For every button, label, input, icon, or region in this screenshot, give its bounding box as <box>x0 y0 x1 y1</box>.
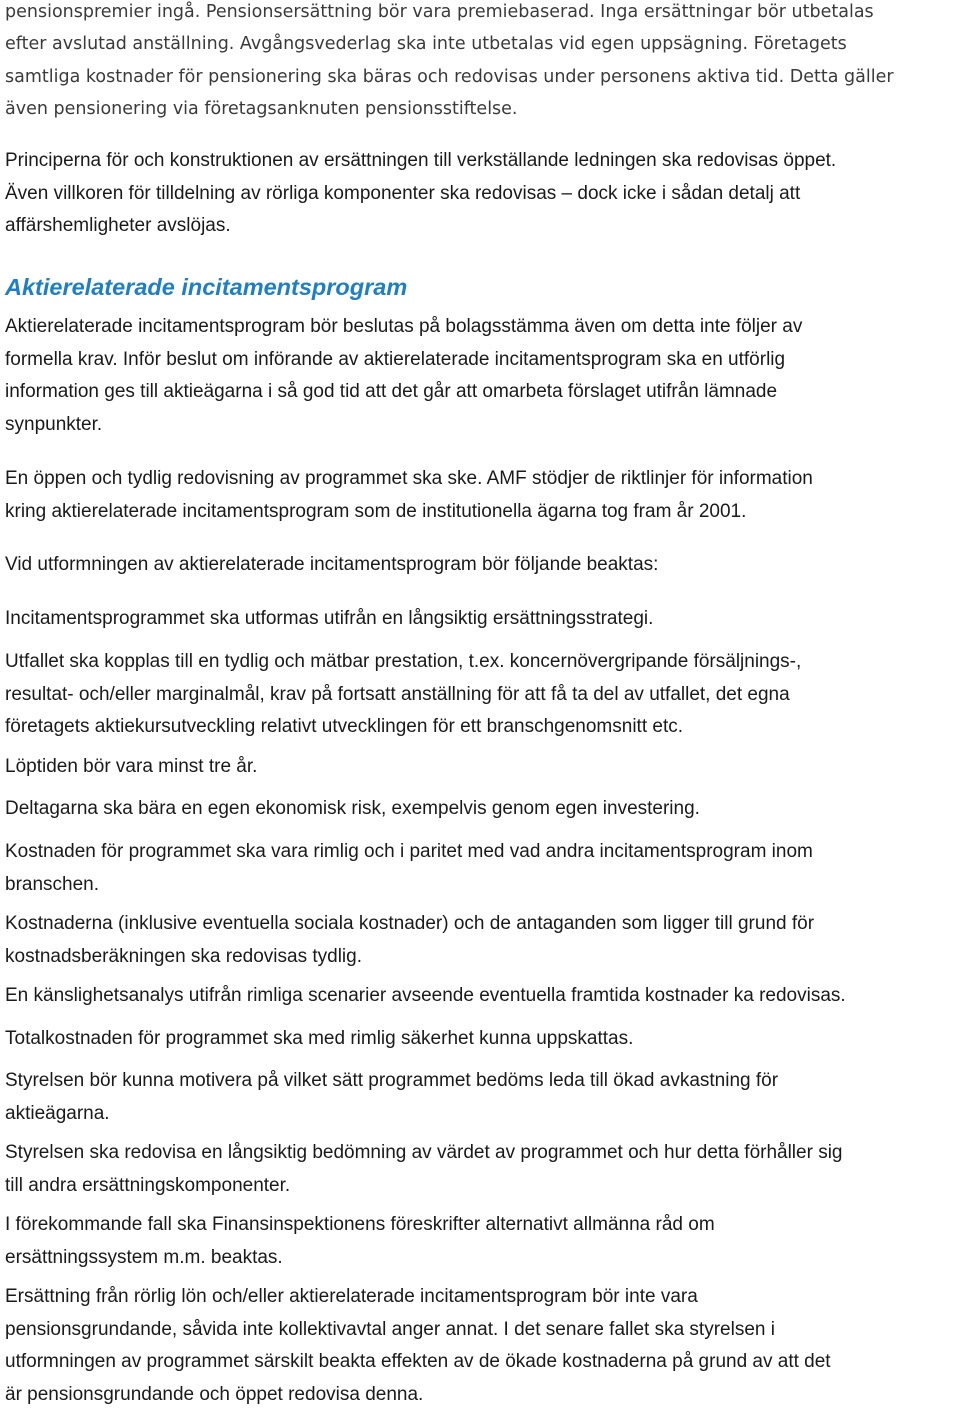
text-line: resultat- och/eller marginalmål, krav på fortsatt anställning för att få ta del av utfallet, det egna <box>5 679 955 712</box>
text-line: pensionsgrundande, såvida inte kollektivavtal anger annat. I det senare fallet ska styrelsen i <box>5 1314 955 1347</box>
text-line: information ges till aktieägarna i så god tid att det går att omarbeta förslaget utifrån lämnade <box>5 376 955 409</box>
text-line: Incitamentsprogrammet ska utformas utifrån en långsiktig ersättningsstrategi. <box>5 603 955 636</box>
text-line: efter avslutad anställning. Avgångsvederlag ska inte utbetalas vid egen uppsägning. Företagets <box>5 28 955 60</box>
text-line: synpunkter. <box>5 409 955 442</box>
text-line: Utfallet ska kopplas till en tydlig och mätbar prestation, t.ex. koncernövergripande försäljnings-, <box>5 646 955 679</box>
text-line: företagets aktiekursutveckling relativt utvecklingen för ett branschgenomsnitt etc. <box>5 711 955 744</box>
consideration-item <box>5 1281 955 1411</box>
principles-paragraph <box>5 145 955 243</box>
text-line: till andra ersättningskomponenter. <box>5 1170 955 1203</box>
disclosure-paragraph <box>5 463 955 528</box>
text-line: Även villkoren för tilldelning av rörliga komponenter ska redovisas – dock icke i sådan detalj att <box>5 178 955 211</box>
text-line: ersättningssystem m.m. beaktas. <box>5 1242 955 1275</box>
text-line: Ersättning från rörlig lön och/eller aktierelaterade incitamentsprogram bör inte vara <box>5 1281 955 1314</box>
text-line: affärshemligheter avslöjas. <box>5 210 955 243</box>
text-line: är pensionsgrundande och öppet redovisa denna. <box>5 1379 955 1411</box>
consideration-item <box>5 751 955 784</box>
consideration-item <box>5 603 955 636</box>
text-line: Kostnaden för programmet ska vara rimlig och i paritet med vad andra incitamentsprogram inom <box>5 836 955 869</box>
consideration-item <box>5 1023 955 1056</box>
text-line: utformningen av programmet särskilt beakta effekten av de ökade kostnaderna på grund av att det <box>5 1346 955 1379</box>
text-line: Principerna för och konstruktionen av ersättningen till verkställande ledningen ska redovisas öppet. <box>5 145 955 178</box>
text-line: En öppen och tydlig redovisning av programmet ska ske. AMF stödjer de riktlinjer för information <box>5 463 955 496</box>
consideration-item <box>5 908 955 973</box>
consideration-item <box>5 793 955 826</box>
text-line: aktieägarna. <box>5 1098 955 1131</box>
consideration-item <box>5 646 955 744</box>
text-line: Kostnaderna (inklusive eventuella sociala kostnader) och de antaganden som ligger till grund för <box>5 908 955 941</box>
text-line: kring aktierelaterade incitamentsprogram som de institutionella ägarna tog fram år 2001. <box>5 496 955 529</box>
consideration-item <box>5 1065 955 1130</box>
text-line: pensionspremier ingå. Pensionsersättning bör vara premiebaserad. Inga ersättningar bör utbetalas <box>5 0 955 28</box>
text-line: Löptiden bör vara minst tre år. <box>5 751 955 784</box>
text-line: Styrelsen bör kunna motivera på vilket sätt programmet bedöms leda till ökad avkastning för <box>5 1065 955 1098</box>
considerations-intro: Vid utformningen av aktierelaterade incitamentsprogram bör följande beaktas: <box>5 549 955 582</box>
text-line: branschen. <box>5 869 955 902</box>
consideration-item <box>5 836 955 901</box>
decision-paragraph <box>5 311 955 441</box>
text-line: även pensionering via företagsanknuten pensionsstiftelse. <box>5 93 955 125</box>
text-line: En känslighetsanalys utifrån rimliga scenarier avseende eventuella framtida kostnader ka redovisas. <box>5 980 955 1013</box>
text-line: samtliga kostnader för pensionering ska bäras och redovisas under personens aktiva tid. Detta gäller <box>5 61 955 93</box>
text-line: Styrelsen ska redovisa en långsiktig bedömning av värdet av programmet och hur detta förhåller sig <box>5 1137 955 1170</box>
consideration-item <box>5 1209 955 1274</box>
text-line: formella krav. Inför beslut om införande av aktierelaterade incitamentsprogram ska en utförlig <box>5 344 955 377</box>
consideration-item <box>5 980 955 1013</box>
text-line: kostnadsberäkningen ska redovisas tydlig. <box>5 941 955 974</box>
text-line: I förekommande fall ska Finansinspektionens föreskrifter alternativt allmänna råd om <box>5 1209 955 1242</box>
text-line: Totalkostnaden för programmet ska med rimlig säkerhet kunna uppskattas. <box>5 1023 955 1056</box>
text-line: Aktierelaterade incitamentsprogram bör beslutas på bolagsstämma även om detta inte följer av <box>5 311 955 344</box>
section-heading: Aktierelaterade incitamentsprogram <box>5 268 407 306</box>
text-line: Deltagarna ska bära en egen ekonomisk risk, exempelvis genom egen investering. <box>5 793 955 826</box>
consideration-item <box>5 1137 955 1202</box>
intro-paragraph <box>5 0 955 125</box>
